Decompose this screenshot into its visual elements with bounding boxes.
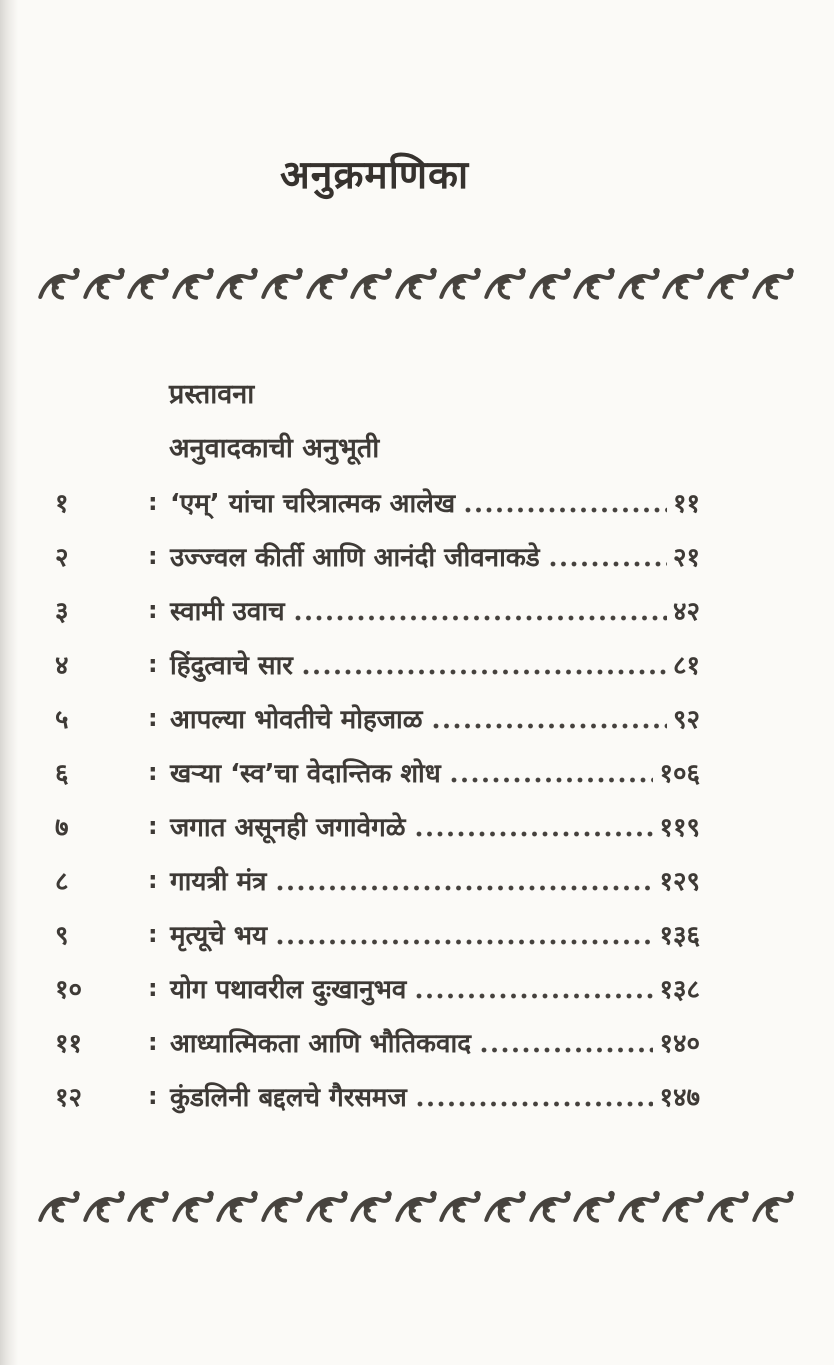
dot-leader: [451, 777, 654, 783]
chapter-number: ६: [55, 759, 69, 789]
dot-leader: [550, 561, 667, 567]
page-number: २१: [672, 543, 700, 573]
toc-entry-row: [0, 529, 834, 583]
dot-leader: [433, 723, 667, 729]
dot-leader: [295, 615, 667, 621]
swirl-ornament-icon: [395, 1187, 440, 1229]
swirl-ornament-icon: [484, 1187, 529, 1229]
chapter-number: ४: [55, 651, 69, 681]
chapter-title: जगात असूनही जगावेगळे: [170, 813, 406, 843]
swirl-ornament-icon: [38, 1187, 83, 1229]
swirl-ornament-icon: [127, 1187, 172, 1229]
swirl-ornament-icon: [261, 1187, 306, 1229]
swirl-ornament-icon: [573, 1187, 618, 1229]
swirl-ornament-icon: [216, 264, 261, 306]
toc-entry-row: [0, 799, 834, 853]
swirl-ornament-icon: [439, 264, 484, 306]
swirl-ornament-icon: [618, 264, 663, 306]
dot-leader: [417, 1101, 654, 1107]
separator-colon: :: [148, 920, 158, 948]
swirl-ornament-icon: [752, 1187, 797, 1229]
chapter-title: मृत्यूचे भय: [170, 921, 268, 951]
toc-entry-row: [0, 961, 834, 1015]
swirl-ornament-icon: [172, 264, 217, 306]
chapter-title: आपल्या भोवतीचे मोहजाळ: [170, 705, 423, 735]
swirl-ornament-icon: [439, 1187, 484, 1229]
toc-entry-row: [0, 637, 834, 691]
swirl-ornament-icon: [752, 264, 797, 306]
separator-colon: :: [148, 650, 158, 678]
separator-colon: :: [148, 974, 158, 1002]
swirl-ornament-icon: [573, 264, 618, 306]
separator-colon: :: [148, 1082, 158, 1110]
toc-entry-row: [0, 907, 834, 961]
toc-entry-row: [0, 745, 834, 799]
page-number: ११: [672, 489, 700, 519]
swirl-ornament-icon: [172, 1187, 217, 1229]
swirl-ornament-icon: [484, 264, 529, 306]
separator-colon: :: [148, 542, 158, 570]
page-number: १३८: [659, 975, 700, 1005]
swirl-ornament-icon: [529, 264, 574, 306]
chapter-number: ९: [55, 921, 69, 951]
chapter-title: आध्यात्मिकता आणि भौतिकवाद: [170, 1029, 472, 1059]
swirl-ornament-icon: [83, 264, 128, 306]
swirl-ornament-icon: [216, 1187, 261, 1229]
swirl-ornament-icon: [127, 264, 172, 306]
dot-leader: [416, 831, 654, 837]
page-number: १३६: [659, 921, 700, 951]
front-matter-label: प्रस्तावना: [169, 378, 255, 410]
toc-entry-row: [0, 583, 834, 637]
swirl-ornament-icon: [395, 264, 440, 306]
swirl-ornament-icon: [306, 264, 351, 306]
page-number: ४२: [672, 597, 700, 627]
front-matter-item: [0, 365, 834, 419]
chapter-number: १: [55, 489, 69, 519]
dot-leader: [277, 939, 653, 945]
toc-entry-row: [0, 1015, 834, 1069]
chapter-number: ११: [55, 1029, 83, 1059]
chapter-title: ‘एम्’ यांचा चरित्रात्मक आलेख: [170, 489, 456, 519]
dot-leader: [481, 1047, 653, 1053]
separator-colon: :: [148, 812, 158, 840]
page-title: अनुक्रमणिका: [280, 153, 470, 198]
swirl-ornament-icon: [707, 1187, 752, 1229]
chapter-number: १०: [55, 975, 83, 1005]
separator-colon: :: [148, 596, 158, 624]
swirl-ornament-icon: [38, 264, 83, 306]
swirl-ornament-icon: [261, 264, 306, 306]
chapter-number: ८: [55, 867, 69, 897]
swirl-ornament-icon: [707, 264, 752, 306]
swirl-ornament-icon: [662, 264, 707, 306]
dot-leader: [416, 993, 653, 999]
chapter-number: ७: [55, 813, 69, 843]
separator-colon: :: [148, 758, 158, 786]
toc-entry-row: [0, 475, 834, 529]
ornament-border-bottom: [38, 1187, 798, 1231]
swirl-ornament-icon: [350, 1187, 395, 1229]
front-matter-list: [0, 365, 834, 473]
page-number: ११९: [659, 813, 700, 843]
toc-entry-row: [0, 853, 834, 907]
separator-colon: :: [148, 488, 158, 516]
page-number: १०६: [659, 759, 700, 789]
page-number: ८१: [672, 651, 700, 681]
ornament-border-top: [38, 264, 798, 308]
swirl-ornament-icon: [350, 264, 395, 306]
front-matter-item: [0, 419, 834, 473]
toc-entries: [0, 475, 834, 1123]
chapter-number: ५: [55, 705, 69, 735]
chapter-number: ३: [55, 597, 69, 627]
chapter-number: २: [55, 543, 69, 573]
swirl-ornament-icon: [618, 1187, 663, 1229]
separator-colon: :: [148, 866, 158, 894]
chapter-title: स्वामी उवाच: [170, 597, 285, 627]
chapter-title: कुंडलिनी बद्दलचे गैरसमज: [170, 1083, 407, 1113]
separator-colon: :: [148, 704, 158, 732]
front-matter-label: अनुवादकाची अनुभूती: [169, 432, 380, 464]
page-number: ९२: [672, 705, 700, 735]
chapter-number: १२: [55, 1083, 83, 1113]
toc-entry-row: [0, 691, 834, 745]
page-number: १२९: [659, 867, 700, 897]
dot-leader: [277, 885, 654, 891]
swirl-ornament-icon: [662, 1187, 707, 1229]
dot-leader: [465, 507, 667, 513]
separator-colon: :: [148, 1028, 158, 1056]
chapter-title: गायत्री मंत्र: [170, 867, 267, 897]
dot-leader: [303, 669, 667, 675]
swirl-ornament-icon: [306, 1187, 351, 1229]
swirl-ornament-icon: [83, 1187, 128, 1229]
page-number: १४०: [659, 1029, 700, 1059]
page-number: १४७: [659, 1083, 700, 1113]
chapter-title: हिंदुत्वाचे सार: [170, 651, 293, 681]
swirl-ornament-icon: [529, 1187, 574, 1229]
chapter-title: खऱ्या ‘स्व’चा वेदान्तिक शोध: [170, 759, 441, 789]
toc-entry-row: [0, 1069, 834, 1123]
chapter-title: योग पथावरील दुःखानुभव: [170, 975, 407, 1005]
chapter-title: उज्ज्वल कीर्ती आणि आनंदी जीवनाकडे: [170, 543, 540, 573]
